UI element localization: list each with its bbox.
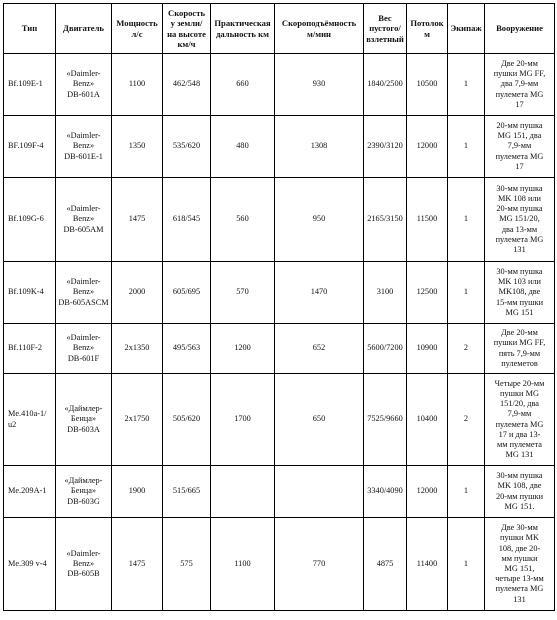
cell-armament: 30-мм пушка MK 108, две 20-мм пушки MG 151. — [485, 466, 555, 518]
cell-crew: 1 — [448, 262, 485, 324]
cell-speed: 575 — [163, 518, 211, 611]
cell-crew: 1 — [448, 178, 485, 262]
cell-type: Bf.109E-1 — [4, 54, 56, 116]
cell-type: Me.209A-1 — [4, 466, 56, 518]
cell-range: 480 — [211, 116, 275, 178]
cell-weight: 1840/2500 — [364, 54, 407, 116]
table-row — [4, 466, 555, 518]
cell-power: 2000 — [112, 262, 163, 324]
table-row — [4, 178, 555, 262]
cell-power: 2x1750 — [112, 374, 163, 466]
header-row — [4, 4, 555, 54]
cell-ceiling: 10400 — [407, 374, 448, 466]
cell-weight: 3100 — [364, 262, 407, 324]
cell-engine: «Daimler- Benz» DB-605B — [56, 518, 112, 611]
cell-crew: 2 — [448, 374, 485, 466]
cell-type: Me.309 v-4 — [4, 518, 56, 611]
cell-range: 1200 — [211, 324, 275, 374]
cell-climb-rate: 930 — [275, 54, 364, 116]
header-type: Тип — [4, 4, 56, 54]
cell-ceiling: 11400 — [407, 518, 448, 611]
cell-engine: «Даймлер- Бенца» DB-603G — [56, 466, 112, 518]
cell-ceiling: 12000 — [407, 466, 448, 518]
cell-speed: 515/665 — [163, 466, 211, 518]
cell-crew: 2 — [448, 324, 485, 374]
cell-climb-rate — [275, 466, 364, 518]
cell-armament: Две 20-мм пушки MG FF, пять 7,9-мм пулеметов — [485, 324, 555, 374]
cell-engine: «Daimler- Benz» DB-601F — [56, 324, 112, 374]
cell-range: 570 — [211, 262, 275, 324]
cell-range: 560 — [211, 178, 275, 262]
aircraft-spec-table — [3, 3, 555, 611]
cell-ceiling: 12500 — [407, 262, 448, 324]
header-power: Мощность л/с — [112, 4, 163, 54]
cell-type: Bf.110F-2 — [4, 324, 56, 374]
cell-ceiling: 11500 — [407, 178, 448, 262]
cell-engine: «Daimler- Benz» DB-605AM — [56, 178, 112, 262]
cell-range: 660 — [211, 54, 275, 116]
cell-type: Bf.109G-6 — [4, 178, 56, 262]
header-range: Практическая дальность км — [211, 4, 275, 54]
cell-range: 1700 — [211, 374, 275, 466]
cell-speed: 462/548 — [163, 54, 211, 116]
cell-engine: «Daimler- Benz» DB-601E-1 — [56, 116, 112, 178]
cell-type: BF.109F-4 — [4, 116, 56, 178]
cell-weight: 5600/7200 — [364, 324, 407, 374]
table-row — [4, 324, 555, 374]
cell-range: 1100 — [211, 518, 275, 611]
header-crew: Экипаж — [448, 4, 485, 54]
cell-engine: «Daimler- Benz» DB-601A — [56, 54, 112, 116]
cell-climb-rate: 770 — [275, 518, 364, 611]
cell-climb-rate: 1308 — [275, 116, 364, 178]
cell-power: 1475 — [112, 178, 163, 262]
cell-armament: Две 30-мм пушки MK 108, две 20- мм пушки MG 151, четыре 13-мм пулемета MG 131 — [485, 518, 555, 611]
cell-type: Me.410a-1/ u2 — [4, 374, 56, 466]
cell-armament: 20-мм пушка MG 151, два 7,9-мм пулемета MG 17 — [485, 116, 555, 178]
header-engine: Двигатель — [56, 4, 112, 54]
cell-speed: 605/695 — [163, 262, 211, 324]
cell-type: Bf.109K-4 — [4, 262, 56, 324]
table-row — [4, 54, 555, 116]
cell-power: 1475 — [112, 518, 163, 611]
cell-crew: 1 — [448, 116, 485, 178]
cell-armament: Две 20-мм пушки MG FF, два 7,9-мм пулемета MG 17 — [485, 54, 555, 116]
cell-power: 1350 — [112, 116, 163, 178]
cell-climb-rate: 650 — [275, 374, 364, 466]
header-armament: Вооружение — [485, 4, 555, 54]
table-row — [4, 116, 555, 178]
cell-climb-rate: 652 — [275, 324, 364, 374]
table-row — [4, 518, 555, 611]
cell-speed: 618/545 — [163, 178, 211, 262]
cell-weight: 7525/9660 — [364, 374, 407, 466]
cell-engine: «Даймлер- Бенца» DB-603A — [56, 374, 112, 466]
cell-speed: 535/620 — [163, 116, 211, 178]
cell-power: 1900 — [112, 466, 163, 518]
cell-weight: 2165/3150 — [364, 178, 407, 262]
table-row — [4, 262, 555, 324]
cell-climb-rate: 1470 — [275, 262, 364, 324]
cell-weight: 2390/3120 — [364, 116, 407, 178]
cell-weight: 4875 — [364, 518, 407, 611]
cell-crew: 1 — [448, 466, 485, 518]
cell-speed: 495/563 — [163, 324, 211, 374]
header-climb-rate: Скороподъёмность м/мин — [275, 4, 364, 54]
header-ceiling: Потолок м — [407, 4, 448, 54]
cell-crew: 1 — [448, 518, 485, 611]
cell-weight: 3340/4090 — [364, 466, 407, 518]
cell-armament: 30-мм пушка MK 108 или 20-мм пушка MG 151/20, два 13-мм пулемета MG 131 — [485, 178, 555, 262]
cell-speed: 505/620 — [163, 374, 211, 466]
cell-power: 2x1350 — [112, 324, 163, 374]
cell-power: 1100 — [112, 54, 163, 116]
cell-engine: «Daimler- Benz» DB-605ASCM — [56, 262, 112, 324]
cell-climb-rate: 950 — [275, 178, 364, 262]
cell-ceiling: 12000 — [407, 116, 448, 178]
cell-range — [211, 466, 275, 518]
header-weight: Вес пустого/ взлетный — [364, 4, 407, 54]
cell-ceiling: 10900 — [407, 324, 448, 374]
table-row — [4, 374, 555, 466]
cell-ceiling: 10500 — [407, 54, 448, 116]
cell-armament: 30-мм пушка MK 103 или MK108, две 15-мм пушки MG 151 — [485, 262, 555, 324]
header-speed: Скорость у земли/ на высоте км/ч — [163, 4, 211, 54]
cell-armament: Четыре 20-мм пушки MG 151/20, два 7,9-мм пулемета MG 17 и два 13- мм пулемета MG 131 — [485, 374, 555, 466]
cell-crew: 1 — [448, 54, 485, 116]
